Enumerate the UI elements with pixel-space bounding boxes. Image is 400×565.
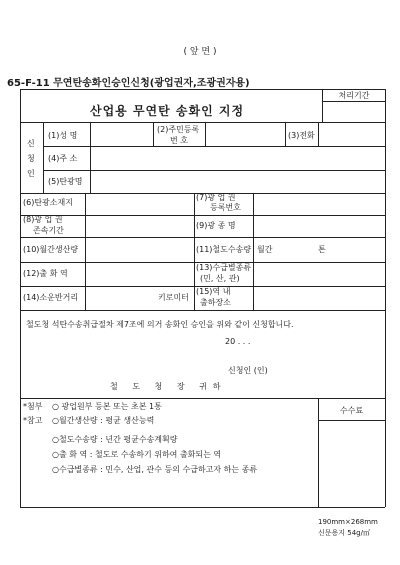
mining-right-reg-label-1: (7)광 업 권: [196, 193, 236, 202]
supply-type-label-2: (민, 산, 관): [200, 274, 240, 283]
applicant-group-divider: [43, 122, 44, 193]
front-side-label: ( 앞 면 ): [183, 47, 217, 57]
mine-location-label: (6)탄광소재지: [23, 198, 73, 207]
attachment-item: ○ 광업원부 등본 또는 초본 1통: [52, 402, 162, 411]
application-date: 20 . . .: [225, 337, 251, 346]
transport-distance-divider: [85, 286, 86, 310]
row14-bottom: [20, 310, 385, 311]
fee-stamp-area: [319, 421, 384, 506]
rrn-field[interactable]: [206, 123, 284, 145]
paper-type: 신문용지 54g/㎡: [318, 529, 370, 537]
shipping-station-field[interactable]: [86, 263, 193, 285]
station-yard-label-2: 출하장소: [200, 298, 231, 307]
applicant-group-label-3: 인: [27, 169, 35, 178]
right-period-label-2: 존속기간: [33, 226, 64, 235]
address-field[interactable]: [91, 147, 384, 169]
reference-item-1: ○월간생산량 : 평균 생산능력: [52, 416, 155, 425]
supply-type-field[interactable]: [254, 263, 384, 285]
name-field[interactable]: [91, 123, 153, 145]
applicant-signature-line: 신청인 (인): [228, 366, 268, 375]
form-left-border: [20, 89, 21, 507]
mine-name-label: (5)탄광명: [48, 177, 83, 186]
form-bottom-border: [20, 507, 385, 508]
phone-label: (3)전화: [288, 131, 315, 140]
reference-item-3: ○출 화 역 : 철도로 수송하기 위하여 출화되는 역: [52, 450, 222, 459]
applicant-group-label-2: 청: [27, 154, 35, 163]
rrn-left-divider: [153, 122, 154, 146]
mining-right-reg-label-2: 등록번호: [210, 203, 241, 212]
supply-type-label-1: (13)수급별종류: [196, 263, 252, 272]
mineral-type-label: (9)광 종 명: [196, 221, 236, 230]
mid-divider-1: [194, 193, 195, 215]
processing-period-value: [322, 102, 385, 122]
station-yard-label-1: (15)역 내: [196, 287, 231, 296]
processing-period-label: 처리기간: [338, 91, 370, 100]
name-label: (1)성 명: [48, 131, 78, 140]
fee-label: 수수료: [339, 406, 364, 415]
mine-name-field[interactable]: [91, 171, 384, 192]
mining-right-reg-field[interactable]: [254, 194, 384, 214]
paper-size: 190mm×268mm: [318, 518, 378, 526]
mid-divider-5: [194, 286, 195, 310]
monthly-rail-unit-ton: 톤: [318, 245, 326, 254]
form-title: 산업용 무연탄 송화인 지정: [90, 104, 245, 118]
declaration-bottom: [20, 398, 385, 399]
mid-divider-4: [194, 262, 195, 286]
shipping-station-label: (12)출 화 역: [23, 269, 68, 278]
mineral-type-field[interactable]: [254, 216, 384, 236]
mine-location-field[interactable]: [86, 194, 193, 214]
rrn-label-line1: (2)주민등록: [157, 125, 200, 134]
applicant-group-label-1: 신: [27, 139, 35, 148]
distance-unit: 키로미터: [158, 293, 189, 302]
reference-item-4: ○수급별종류 : 민수, 산업, 관수 등의 수급하고자 하는 종류: [52, 465, 258, 474]
attachment-label: *첨부: [23, 402, 43, 411]
phone-field[interactable]: [319, 123, 384, 145]
transport-distance-label: (14)소운반거리: [23, 293, 79, 302]
monthly-rail-divider: [253, 237, 254, 262]
form-right-border: [385, 89, 386, 507]
monthly-production-label: (10)월간생산량: [23, 245, 79, 254]
mid-divider-2: [194, 215, 195, 237]
addressee: 철 도 청 장 귀하: [110, 382, 227, 391]
reference-label: *참고: [23, 416, 43, 425]
right-period-label-1: (8)광 업 권: [23, 215, 63, 224]
station-yard-field[interactable]: [254, 287, 384, 309]
monthly-rail-label: (11)철도수송량: [196, 245, 252, 254]
declaration-text: 철도청 석탄수송취급절차 제7조에 의거 송화인 승인을 위와 같이 신청합니다.: [26, 320, 294, 329]
form-code: 65-F-11 무연탄송화인승인신청(광업권자,조광권자용): [7, 78, 250, 89]
row8-bottom: [20, 237, 385, 238]
address-label: (4)주 소: [48, 154, 78, 163]
mid-divider-3: [194, 237, 195, 262]
reference-item-2: ○철도수송량 : 년간 평균수송계획량: [52, 435, 178, 444]
monthly-production-field[interactable]: [86, 238, 193, 261]
rrn-label-line2: 번 호: [170, 136, 188, 145]
monthly-rail-unit-month: 월간: [257, 245, 273, 254]
phone-left-divider: [285, 122, 286, 146]
right-period-field[interactable]: [86, 216, 193, 236]
